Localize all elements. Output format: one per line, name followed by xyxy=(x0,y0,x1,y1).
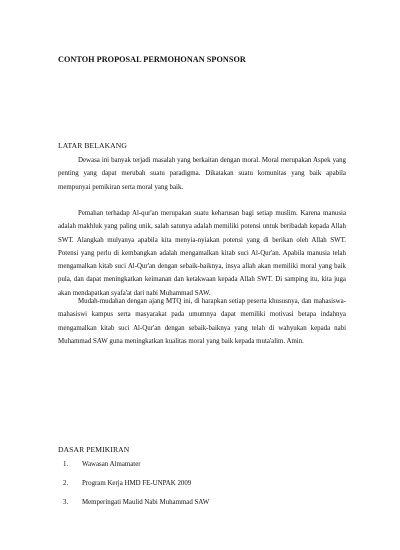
section-heading-dasar-pemikiran: DASAR PEMIKIRAN xyxy=(58,445,130,454)
list-item xyxy=(58,458,209,477)
section-heading-latar-belakang: LATAR BELAKANG xyxy=(58,141,127,150)
list-item-number: 2. xyxy=(63,480,69,487)
paragraph-3: Mudah-mudahan dengan ajang MTQ ini, di harapkan setiap peserta khususnya, dan mahasiswa-mahasiswi kampus serta masyarakat pada umumnya dapat memiliki motivasi betapa indahnya mengamalkan kitab suci Al-Qur'an dengan sebaik-baiknya yang telah di wahyukan kepada nabi Muhammad SAW guna meningkatkan kualitas moral yang baik kepada muta'alim. Amin. xyxy=(58,298,346,345)
list-item-text: Wawasan Almamater xyxy=(82,461,141,468)
paragraph-1: Dewasa ini banyak terjadi masalah yang berkaitan dengan moral. Moral merupakan Aspek yang penting yang dapat merubah suatu paradigma. Dikatakan suatu komunitas yang baik apabila mempunyai pemikiran serta moral yang baik. xyxy=(58,157,346,191)
document-title: CONTOH PROPOSAL PERMOHONAN SPONSOR xyxy=(58,55,246,64)
list-item-text: Program Kerja HMD FE-UNPAK 2009 xyxy=(82,480,192,487)
list-item-text: Memperingati Maulid Nabi Muhammad SAW xyxy=(82,499,210,506)
list-item xyxy=(58,496,209,515)
list-item-number: 1. xyxy=(63,461,69,468)
list-item xyxy=(58,477,209,496)
list-item-number: 3. xyxy=(63,499,69,506)
paragraph-2: Pemahan terhadap Al-qur'an merupakan suatu keharusan bagi setiap muslim. Karena manusia adalah makhluk yang paling unik, salah satunya adalah memiliki potensi untuk beribadah kepada Allah SWT. Alangkah mulyanya apabila kita menyia-nyiakan potensi yang di berikan oleh Allah SWT. Potensi yang perlu di kembangkan adalah mengamalkan kitab suci Al-Qur'an. Apabila manusia telah mengamalkan kitab suci Al-Qur'an dengan sebaik-baiknya, insya allah akan memiliki moral yang baik pula, dan dapat meningkatkan keimanan dan ketakwaan kepada Allah SWT. Di samping itu, kita juga akan mendapatkan syafa'at dari nabi Muhammad SAW. xyxy=(58,210,346,297)
dasar-pemikiran-list xyxy=(58,458,209,515)
